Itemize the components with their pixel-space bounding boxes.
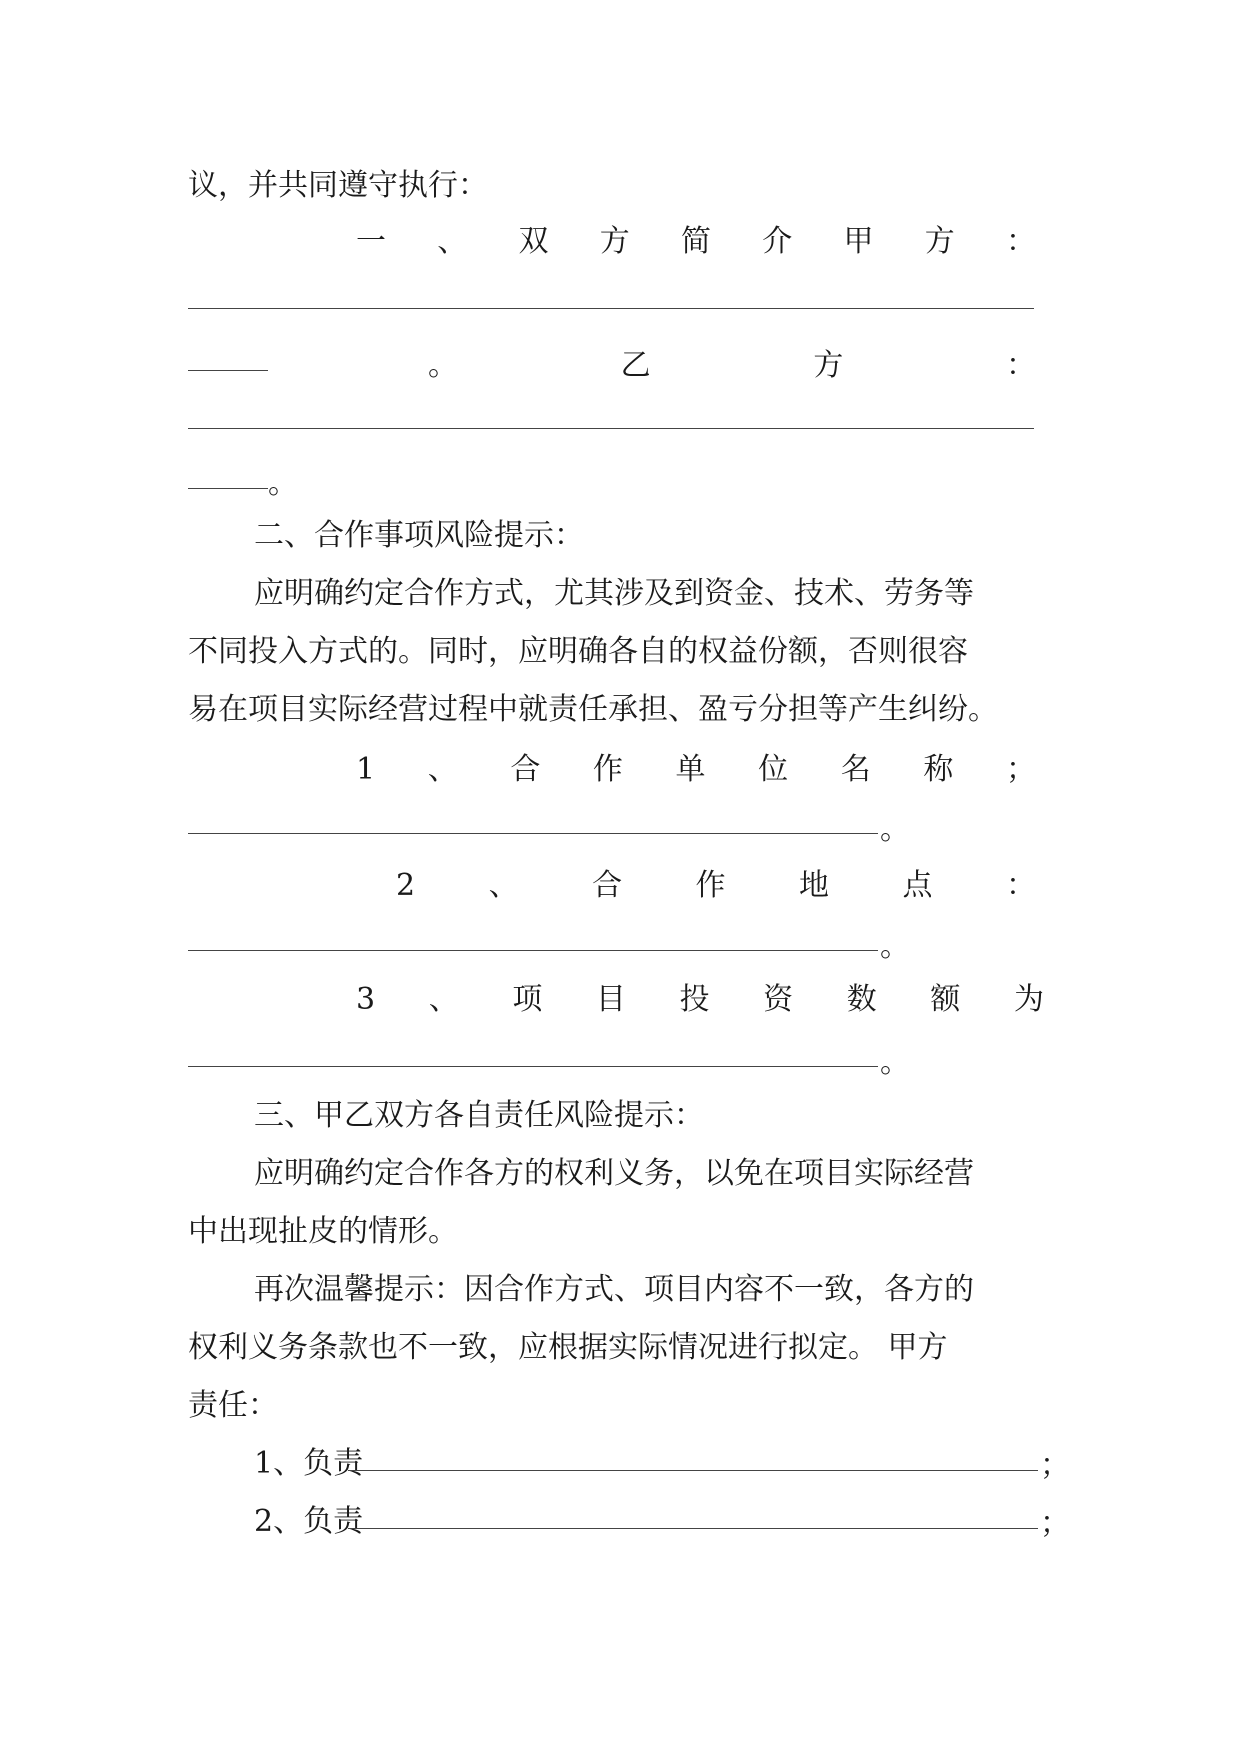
heading-cooperation-risk: 二、合作事项风险提示： (254, 518, 584, 553)
line-party-b (428, 346, 1036, 386)
spaced-glyph: 1 (356, 752, 376, 787)
heading-parties (356, 222, 1036, 262)
spaced-glyph: 乙 (620, 348, 651, 383)
spaced-glyph: 数 (846, 982, 877, 1017)
spaced-glyph: 投 (679, 982, 710, 1017)
investment-end: 。 (880, 1045, 910, 1080)
spaced-glyph: 为 (1013, 982, 1044, 1017)
spaced-glyph: 作 (695, 868, 726, 903)
spaced-glyph: 、 (437, 224, 468, 259)
blank-line-party-b-tail (188, 488, 268, 489)
spaced-glyph: 资 (763, 982, 794, 1017)
party-b-end: 。 (268, 466, 298, 501)
blank-line-party-a (188, 308, 1034, 309)
spaced-glyph: 名 (840, 752, 871, 787)
spaced-glyph: 地 (799, 868, 830, 903)
spaced-glyph: 、 (488, 868, 519, 903)
paragraph-line: 责任： (188, 1388, 278, 1423)
blank-line-party-a-tail (188, 370, 268, 371)
item-location (396, 866, 1036, 906)
blank-line-party-b (188, 428, 1034, 429)
responsibility-item-end: ； (1040, 1448, 1070, 1483)
spaced-glyph: 双 (518, 224, 549, 259)
paragraph-line: 中出现扯皮的情形。 (188, 1214, 458, 1249)
location-end: 。 (880, 929, 910, 964)
spaced-glyph: 额 (930, 982, 961, 1017)
spaced-glyph: 称 (923, 752, 954, 787)
paragraph-line: 易在项目实际经营过程中就责任承担、盈亏分担等产生纠纷。 (188, 692, 998, 727)
spaced-glyph: 介 (762, 224, 793, 259)
responsibility-item-end: ； (1040, 1506, 1070, 1541)
blank-line-location (188, 950, 878, 951)
spaced-glyph: 方 (599, 224, 630, 259)
paragraph-line: 不同投入方式的。同时，应明确各自的权益份额，否则很容 (188, 634, 968, 669)
spaced-glyph: ： (1005, 348, 1036, 383)
spaced-glyph: 甲 (843, 224, 874, 259)
spaced-glyph: 方 (813, 348, 844, 383)
partner-name-end: 。 (880, 812, 910, 847)
spaced-glyph: 点 (902, 868, 933, 903)
responsibility-item-label: 1、负责 (254, 1446, 364, 1481)
blank-line-responsibility-2 (348, 1528, 1038, 1529)
spaced-glyph: 、 (427, 752, 458, 787)
spaced-glyph: 单 (675, 752, 706, 787)
spaced-glyph: 、 (428, 982, 459, 1017)
blank-line-investment (188, 1066, 878, 1067)
spaced-glyph: 3 (356, 982, 376, 1017)
heading-responsibility-risk: 三、甲乙双方各自责任风险提示： (254, 1098, 704, 1133)
spaced-glyph: 合 (510, 752, 541, 787)
spaced-glyph: 方 (924, 224, 955, 259)
spaced-glyph: 位 (758, 752, 789, 787)
spaced-glyph: 合 (592, 868, 623, 903)
item-partner-name (356, 750, 1036, 790)
spaced-glyph: 。 (428, 348, 458, 383)
spaced-glyph: ： (1006, 224, 1036, 259)
paragraph-line: 应明确约定合作方式，尤其涉及到资金、技术、劳务等 (254, 576, 974, 611)
spaced-glyph: ； (1005, 752, 1036, 787)
blank-line-responsibility-1 (348, 1470, 1038, 1471)
spaced-glyph: 2 (396, 868, 416, 903)
spaced-glyph: 作 (592, 752, 623, 787)
item-investment (356, 980, 1044, 1020)
paragraph-line: 应明确约定合作各方的权利义务，以免在项目实际经营 (254, 1156, 974, 1191)
line-intro: 议，并共同遵守执行： (188, 168, 488, 203)
paragraph-line: 再次温馨提示：因合作方式、项目内容不一致，各方的 (254, 1272, 974, 1307)
blank-line-partner-name (188, 833, 878, 834)
spaced-glyph: ： (1006, 868, 1036, 903)
responsibility-item-label: 2、负责 (254, 1504, 364, 1539)
spaced-glyph: 一 (356, 224, 386, 259)
spaced-glyph: 简 (681, 224, 711, 259)
spaced-glyph: 项 (512, 982, 543, 1017)
paragraph-line: 权利义务条款也不一致，应根据实际情况进行拟定。 甲方 (188, 1330, 948, 1365)
spaced-glyph: 目 (595, 982, 626, 1017)
